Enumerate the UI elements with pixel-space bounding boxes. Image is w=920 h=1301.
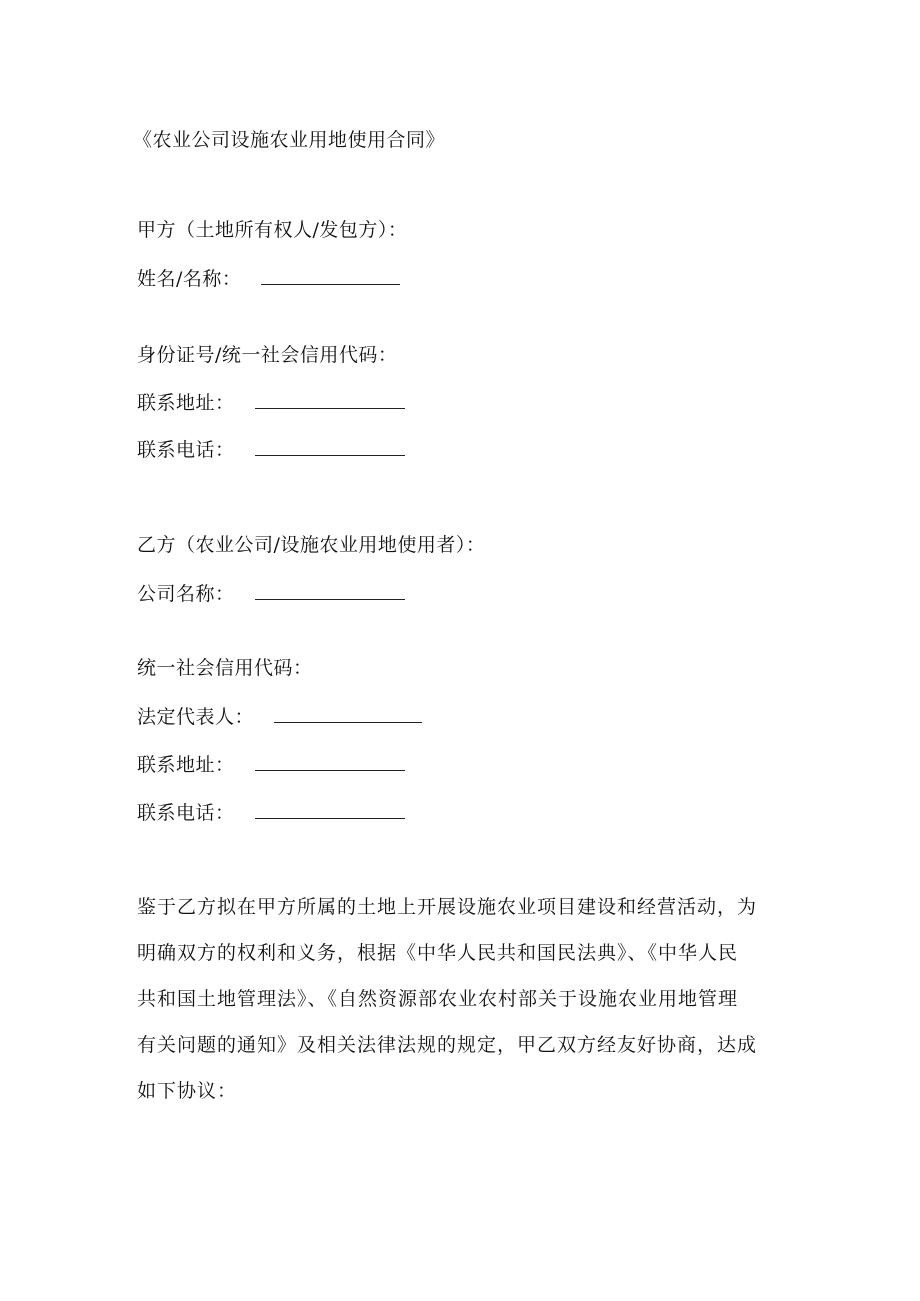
- party-b-company-blank[interactable]: [255, 583, 405, 600]
- party-b-legal-rep-row: [137, 705, 422, 729]
- party-b-phone-label: 联系电话：: [137, 802, 235, 824]
- party-a-heading: 甲方（土地所有权人/发包方）：: [137, 219, 408, 241]
- party-b-credit-code-label: 统一社会信用代码：: [137, 657, 313, 679]
- party-b-address-row: [137, 753, 405, 777]
- party-b-company-row: [137, 582, 405, 606]
- party-b-legal-rep-blank[interactable]: [274, 706, 422, 723]
- party-a-phone-row: [137, 438, 405, 462]
- party-a-name-label: 姓名/名称：: [137, 268, 242, 290]
- party-a-phone-blank[interactable]: [255, 439, 405, 456]
- party-a-address-blank[interactable]: [255, 392, 405, 409]
- party-a-phone-label: 联系电话：: [137, 439, 235, 461]
- party-a-name-blank[interactable]: [261, 268, 400, 285]
- preamble-line: 明确双方的权利和义务，根据《中华人民共和国民法典》、《中华人民: [137, 942, 739, 964]
- contract-title: 《农业公司设施农业用地使用合同》: [133, 129, 446, 151]
- party-b-address-label: 联系地址：: [137, 754, 235, 776]
- party-b-phone-row: [137, 801, 405, 825]
- party-b-phone-blank[interactable]: [255, 802, 405, 819]
- party-a-id-label: 身份证号/统一社会信用代码：: [137, 344, 398, 366]
- preamble-line: 有关问题的通知》及相关法律法规的规定，甲乙双方经友好协商，达成: [137, 1034, 758, 1056]
- party-b-address-blank[interactable]: [255, 754, 405, 771]
- party-b-company-label: 公司名称：: [137, 583, 235, 605]
- party-a-name-row: [137, 267, 400, 291]
- preamble-line: 共和国土地管理法》、《自然资源部农业农村部关于设施农业用地管理: [137, 988, 739, 1010]
- party-a-address-label: 联系地址：: [137, 392, 235, 414]
- preamble-paragraph: [137, 884, 777, 1114]
- party-a-address-row: [137, 391, 405, 415]
- party-b-heading: 乙方（农业公司/设施农业用地使用者）：: [137, 534, 486, 556]
- preamble-line: 如下协议：: [137, 1080, 238, 1102]
- party-b-legal-rep-label: 法定代表人：: [137, 706, 255, 728]
- preamble-line: 鉴于乙方拟在甲方所属的土地上开展设施农业项目建设和经营活动，为: [137, 896, 758, 918]
